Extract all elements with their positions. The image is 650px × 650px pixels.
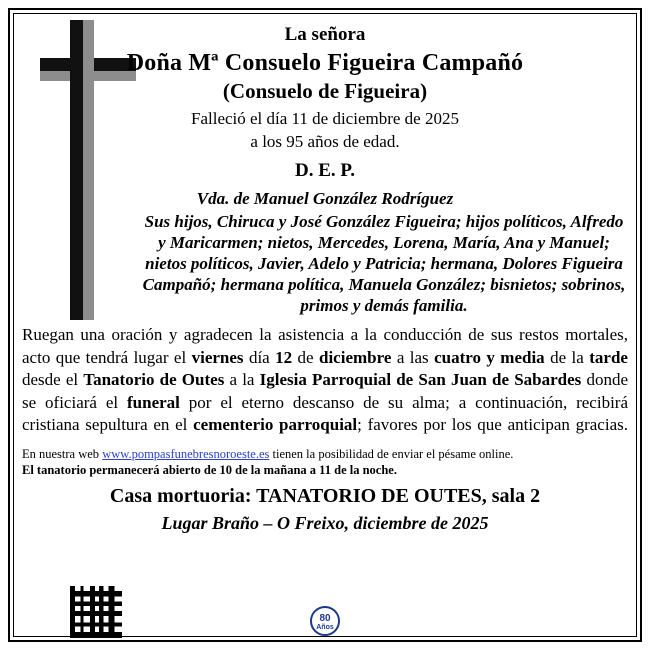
detail-weekday: viernes bbox=[191, 347, 244, 367]
death-date-line: Falleció el día 11 de diciembre de 2025 bbox=[191, 109, 459, 129]
detail-funeral: funeral bbox=[127, 392, 180, 412]
detail-text-1: Ruegan una oración y agradecen la asistencia a la conducción de sus restos mortales, acto que tendrá lugar el bbox=[22, 325, 628, 367]
widow-line: Vda. de Manuel González Rodríguez bbox=[196, 188, 454, 208]
honorific-line: La señora bbox=[284, 24, 366, 45]
footer-row bbox=[22, 582, 628, 634]
detail-time: cuatro y media bbox=[434, 347, 545, 367]
place-date-line: Lugar Braño – O Freixo, diciembre de 2025 bbox=[161, 512, 489, 533]
detail-day: 12 bbox=[275, 347, 293, 367]
detail-text-3: de bbox=[292, 347, 319, 367]
casa-mortuoria-line: Casa mortuoria: TANATORIO DE OUTES, sala 2 bbox=[109, 484, 541, 507]
anniversary-number: 80 bbox=[319, 613, 331, 624]
detail-text-5: de la bbox=[544, 347, 590, 367]
website-suffix: tienen la posibilidad de enviar el pésame online. bbox=[269, 446, 514, 461]
website-prefix: En nuestra web bbox=[22, 446, 103, 461]
deceased-alias: (Consuelo de Figueira) bbox=[222, 78, 428, 103]
dep-line: D. E. P. bbox=[294, 159, 355, 181]
age-line: a los 95 años de edad. bbox=[250, 131, 400, 151]
detail-month: diciembre bbox=[319, 347, 392, 367]
detail-daypart: tarde bbox=[589, 347, 628, 367]
notice-text bbox=[22, 18, 628, 534]
detail-text-8: donde se oficiará el bbox=[22, 370, 628, 412]
anniversary-logo bbox=[303, 606, 347, 636]
qr-code-icon[interactable] bbox=[70, 586, 122, 638]
anniversary-badge bbox=[310, 606, 340, 636]
detail-text-6: desde el bbox=[22, 370, 84, 390]
detail-text-10: ; favores por los que anticipan gracias. bbox=[357, 415, 628, 435]
detail-cemetery: cementerio parroquial bbox=[193, 415, 358, 435]
detail-text-2: día bbox=[243, 347, 276, 367]
detail-church: Iglesia Parroquial de San Juan de Sabardes bbox=[259, 370, 582, 390]
opening-hours-line: El tanatorio permanecerá abierto de 10 de la mañana a 11 de la noche. bbox=[22, 462, 397, 477]
anniversary-caption: Años bbox=[316, 624, 334, 631]
family-list: Sus hijos, Chiruca y José González Figueira; hijos políticos, Alfredo y Maricarmen; nietos, Mercedes, Lorena, María, Ana y Manuel; nietos políticos, Javier, Adelo y Patricia; hermana, Dolores Figueira Campañó; hermana política, Manuela González; bisnietos; sobrinos, primos y demás familia. bbox=[142, 212, 626, 316]
detail-text-7: a la bbox=[224, 370, 260, 390]
card-content bbox=[22, 18, 628, 634]
detail-text-4: a las bbox=[391, 347, 435, 367]
funeral-details-paragraph bbox=[22, 324, 628, 436]
website-line bbox=[22, 446, 628, 462]
website-link[interactable]: www.pompasfunebresnoroeste.es bbox=[102, 446, 270, 461]
detail-text-9: por el eterno descanso de su alma; a continuación, recibirá cristiana sepultura en el bbox=[22, 392, 629, 435]
detail-tanatorio: Tanatorio de Outes bbox=[83, 370, 225, 390]
deceased-name: Doña Mª Consuelo Figueira Campañó bbox=[126, 50, 524, 77]
